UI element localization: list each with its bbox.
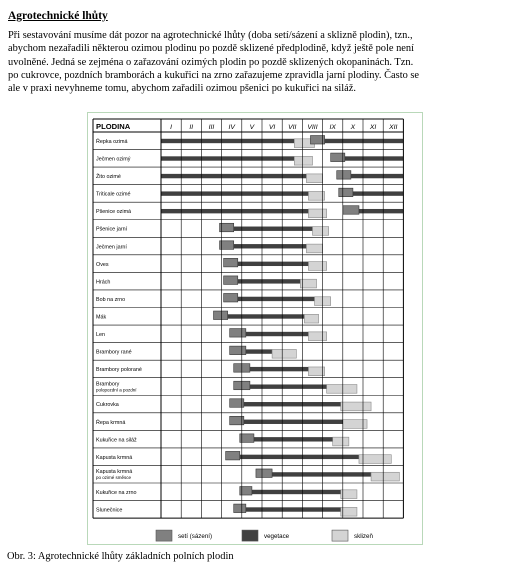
paragraph-line: abychom nezařadili některou ozimou plodinu po pozdě sklizené předplodině, když ještě pole není bbox=[8, 43, 414, 55]
crop-timeline-chart bbox=[88, 113, 422, 544]
month-label: I bbox=[170, 124, 173, 131]
vegetation-bar bbox=[246, 349, 272, 353]
vegetation-bar bbox=[161, 209, 308, 213]
harvest-bar bbox=[333, 437, 349, 446]
harvest-bar bbox=[306, 244, 322, 253]
crop-label: Kukuřice na siláž bbox=[96, 437, 137, 444]
crop-label-note: polopozdní a pozdní bbox=[96, 387, 137, 393]
header-label: PLODINA bbox=[96, 122, 131, 131]
crop-label: Triticale ozimé bbox=[96, 191, 131, 198]
vegetation-bar bbox=[250, 384, 327, 388]
month-label: VII bbox=[288, 124, 297, 131]
vegetation-bar bbox=[228, 314, 305, 318]
legend-label: setí (sázení) bbox=[178, 533, 213, 541]
paragraph-line: uvolněné. Jedná se zejména o zařazování ozimých plodin po pozdě sklizených okopaninách. Tzn. bbox=[8, 56, 414, 68]
vegetation-bar bbox=[244, 402, 341, 406]
vegetation-bar bbox=[238, 262, 309, 266]
sowing-bar bbox=[230, 346, 246, 355]
vegetation-bar bbox=[345, 156, 404, 160]
figure-caption: Obr. 3: Agrotechnické lhůty základních polních plodin bbox=[7, 551, 234, 562]
chart-figure bbox=[87, 112, 423, 545]
sowing-bar bbox=[234, 504, 246, 513]
harvest-bar bbox=[308, 332, 326, 341]
month-label: VIII bbox=[307, 124, 318, 131]
legend-label: vegetace bbox=[264, 533, 290, 541]
harvest-bar bbox=[343, 420, 367, 429]
crop-label: Pšenice jarní bbox=[96, 226, 128, 233]
vegetation-bar bbox=[234, 244, 307, 248]
month-label: XI bbox=[369, 124, 377, 131]
section-heading: Agrotechnické lhůty bbox=[8, 10, 108, 22]
crop-label: Brambory bbox=[96, 381, 120, 388]
harvest-bar bbox=[327, 385, 357, 394]
sowing-bar bbox=[230, 329, 246, 338]
harvest-bar bbox=[306, 174, 322, 183]
crop-label: Žito ozimé bbox=[96, 174, 121, 181]
sowing-bar bbox=[214, 311, 228, 320]
month-label: V bbox=[249, 124, 255, 131]
harvest-bar bbox=[341, 507, 357, 516]
crop-label: Mák bbox=[96, 314, 107, 321]
paragraph-line: ale v praxi nevyhneme tomu, abychom zařadili ozimou pšenici po kukuřici na siláž. bbox=[8, 83, 356, 95]
vegetation-bar bbox=[252, 490, 341, 494]
sowing-bar bbox=[343, 206, 359, 215]
crop-label-note: po ozimé směsce bbox=[96, 475, 132, 481]
harvest-bar bbox=[308, 262, 326, 271]
harvest-bar bbox=[308, 367, 324, 376]
vegetation-bar bbox=[351, 174, 404, 178]
vegetation-bar bbox=[238, 297, 315, 301]
vegetation-bar bbox=[246, 507, 341, 511]
crop-label: Hrách bbox=[96, 279, 111, 286]
crop-label: Řepka ozimá bbox=[96, 138, 128, 145]
harvest-bar bbox=[308, 209, 326, 218]
vegetation-bar bbox=[321, 139, 404, 143]
vegetation-bar bbox=[238, 279, 301, 283]
paragraph-line: po cukrovce, pozdních bramborách a kukuřici na zrno zařazujeme zpravidla jarní plodiny. Často se bbox=[8, 69, 420, 81]
vegetation-bar bbox=[254, 437, 333, 441]
crop-label: Pšenice ozimá bbox=[96, 209, 132, 216]
legend-label: sklizeň bbox=[354, 533, 373, 541]
legend-swatch-vegetation bbox=[242, 530, 258, 541]
harvest-bar bbox=[341, 490, 357, 499]
month-label: II bbox=[189, 124, 194, 131]
month-label: IV bbox=[228, 124, 235, 131]
vegetation-bar bbox=[250, 367, 309, 371]
sowing-bar bbox=[339, 188, 353, 197]
harvest-bar bbox=[371, 472, 399, 481]
month-label: IX bbox=[329, 124, 336, 131]
sowing-bar bbox=[224, 258, 238, 267]
harvest-bar bbox=[341, 402, 371, 411]
crop-label: Kapusta krmná bbox=[96, 454, 133, 461]
legend-swatch-harvest bbox=[332, 530, 348, 541]
sowing-bar bbox=[337, 171, 351, 180]
harvest-bar bbox=[304, 314, 318, 323]
harvest-bar bbox=[294, 156, 312, 165]
vegetation-bar bbox=[353, 191, 404, 195]
crop-label: Řepa krmná bbox=[96, 419, 126, 426]
vegetation-bar bbox=[359, 209, 403, 213]
vegetation-bar bbox=[240, 455, 359, 459]
crop-label: Len bbox=[96, 332, 105, 339]
harvest-bar bbox=[313, 227, 329, 236]
vegetation-bar bbox=[161, 174, 306, 178]
crop-label: Kapusta krmná bbox=[96, 469, 133, 476]
vegetation-bar bbox=[161, 191, 308, 195]
vegetation-bar bbox=[244, 420, 343, 424]
vegetation-bar bbox=[246, 332, 309, 336]
harvest-bar bbox=[272, 349, 296, 358]
paragraph-line: Při sestavování musíme dát pozor na agrotechnické lhůty (doba setí/sázení a sklizně plodin), tzn., bbox=[8, 30, 413, 41]
vegetation-bar bbox=[234, 227, 313, 231]
crop-label: Oves bbox=[96, 261, 109, 268]
harvest-bar bbox=[308, 191, 324, 200]
month-label: VI bbox=[268, 124, 276, 131]
sowing-bar bbox=[224, 276, 238, 285]
crop-label: Ječmen jarní bbox=[96, 244, 127, 251]
crop-label: Brambory polorané bbox=[96, 367, 142, 374]
month-label: III bbox=[208, 124, 215, 131]
body-paragraph bbox=[8, 29, 498, 95]
sowing-bar bbox=[256, 469, 272, 478]
legend-swatch-sowing bbox=[156, 530, 172, 541]
crop-label: Brambory rané bbox=[96, 349, 132, 356]
month-label: X bbox=[350, 124, 356, 131]
crop-label: Kukuřice na zrno bbox=[96, 489, 137, 496]
sowing-bar bbox=[226, 451, 240, 460]
harvest-bar bbox=[359, 455, 391, 464]
crop-label: Ječmen ozimý bbox=[96, 156, 131, 163]
harvest-bar bbox=[300, 279, 316, 288]
month-label: XII bbox=[389, 124, 398, 131]
crop-label: Bob na zrno bbox=[96, 296, 126, 303]
vegetation-bar bbox=[272, 472, 371, 476]
crop-label: Slunečnice bbox=[96, 507, 123, 514]
sowing-bar bbox=[224, 293, 238, 302]
crop-label: Cukrovka bbox=[96, 402, 119, 409]
